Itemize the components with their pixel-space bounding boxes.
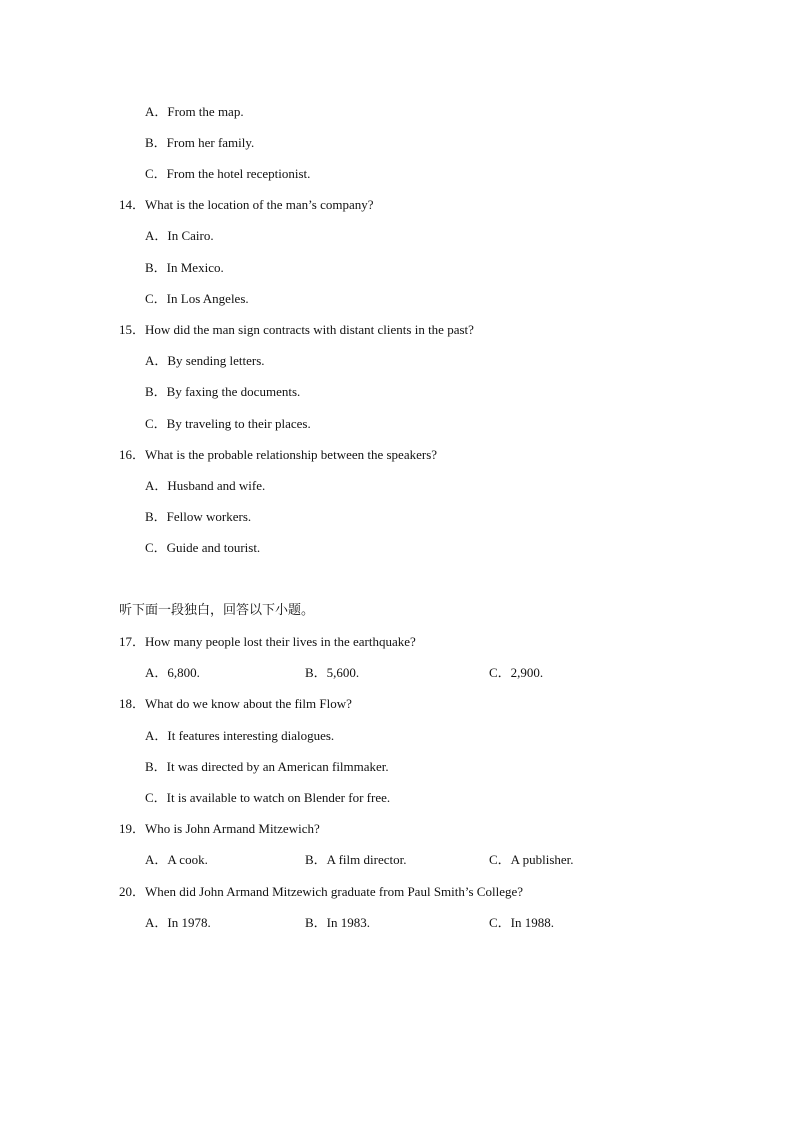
q13-option-c: C．From the hotel receptionist.	[145, 166, 311, 181]
q20-option-c: C．In 1988.	[489, 915, 555, 930]
q16-option-b: B．Fellow workers.	[145, 509, 252, 524]
q18-question: 18．What do we know about the film Flow?	[119, 696, 352, 711]
q20-question: 20．When did John Armand Mitzewich graduate from Paul Smith’s College?	[119, 884, 524, 899]
q17-option-c: C．2,900.	[489, 665, 544, 680]
q19-question: 19．Who is John Armand Mitzewich?	[119, 821, 320, 836]
q19-option-a: A．A cook.	[145, 852, 208, 867]
q14-option-a: A．In Cairo.	[145, 228, 214, 243]
q19-option-c: C．A publisher.	[489, 852, 574, 867]
q15-option-a: A．By sending letters.	[145, 353, 265, 368]
q15-question: 15．How did the man sign contracts with distant clients in the past?	[119, 322, 474, 337]
q15-option-c: C．By traveling to their places.	[145, 416, 311, 431]
section-heading: 听下面一段独白，回答以下小题。	[119, 603, 315, 618]
q15-option-b: B．By faxing the documents.	[145, 384, 301, 399]
q18-option-c: C．It is available to watch on Blender for free.	[145, 790, 391, 805]
q13-option-b: B．From her family.	[145, 135, 255, 150]
q14-option-c: C．In Los Angeles.	[145, 291, 249, 306]
q19-option-b: B．A film director.	[305, 852, 407, 867]
q18-option-a: A．It features interesting dialogues.	[145, 728, 335, 743]
q18-option-b: B．It was directed by an American filmmaker.	[145, 759, 389, 774]
q17-option-b: B．5,600.	[305, 665, 360, 680]
q16-option-c: C．Guide and tourist.	[145, 540, 261, 555]
q20-option-b: B．In 1983.	[305, 915, 371, 930]
q17-option-a: A．6,800.	[145, 665, 200, 680]
q16-question: 16．What is the probable relationship between the speakers?	[119, 447, 438, 462]
q16-option-a: A．Husband and wife.	[145, 478, 266, 493]
q14-question: 14．What is the location of the man’s company?	[119, 197, 374, 212]
q20-option-a: A．In 1978.	[145, 915, 211, 930]
q13-option-a: A．From the map.	[145, 104, 244, 119]
q17-question: 17．How many people lost their lives in the earthquake?	[119, 634, 416, 649]
q14-option-b: B．In Mexico.	[145, 260, 224, 275]
